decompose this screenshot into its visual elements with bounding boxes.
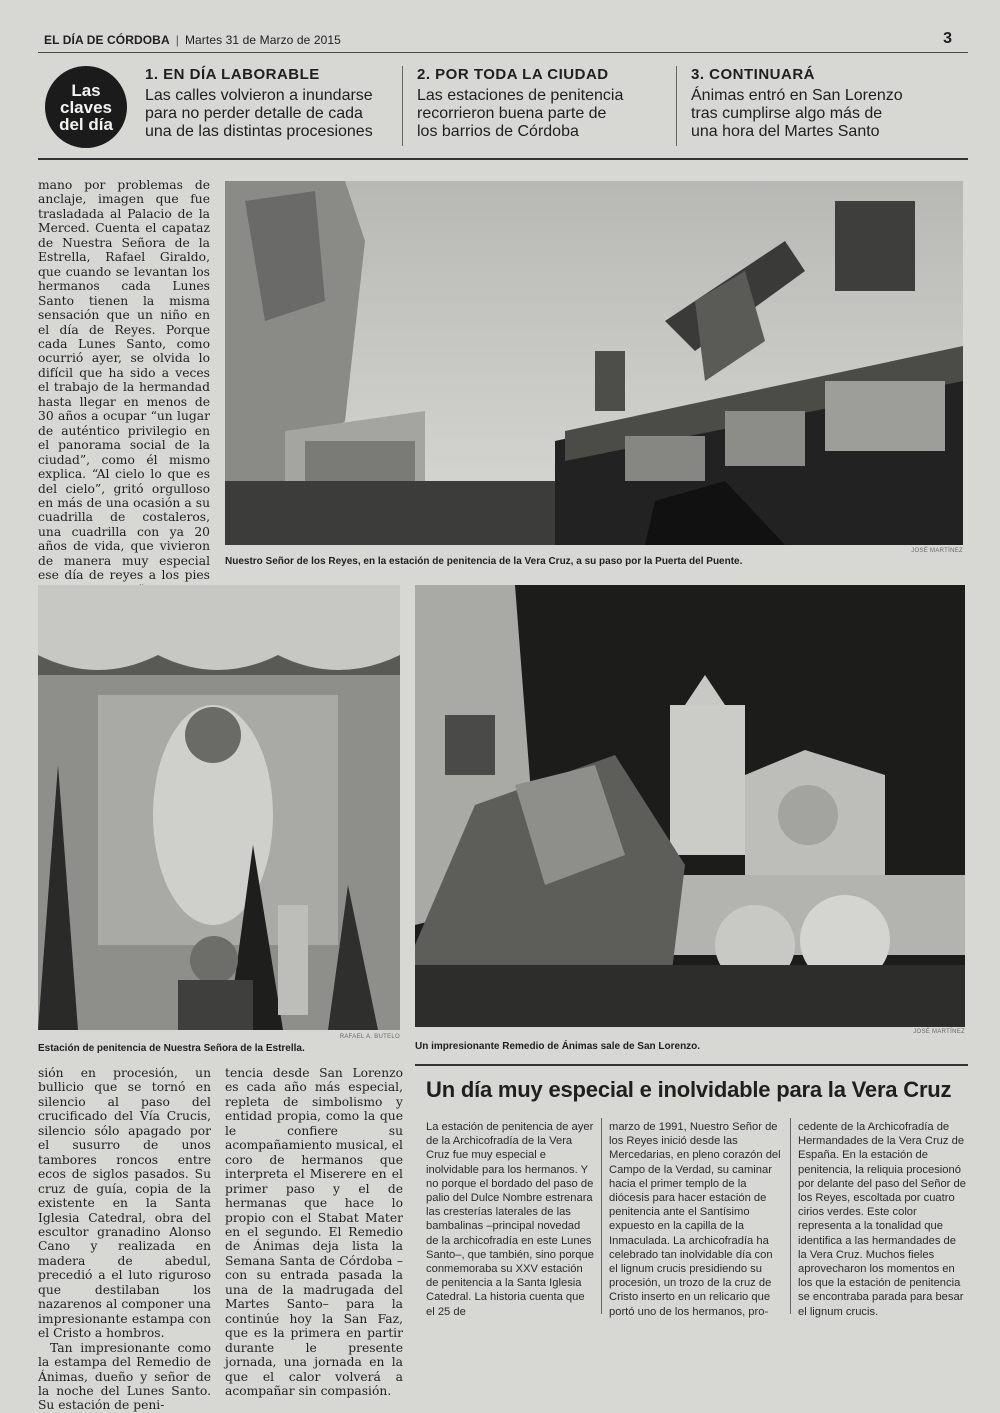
sidebar-column-3: cedente de la Archicofradía de Hermandades de la Vera Cruz de España. En la estación de penitencia, la reliquia procesionó por delante del paso del Señor de los Reyes, escoltada por cuatro cirios verdes. Este color representa a la tonalidad que identifica a las hermandades de la Vera Cruz. Muchos fieles aprovecharon los momentos en los que la estación de penitencia se encontraba parada para besar el lignum crucis. [798, 1121, 966, 1318]
photo-bottom-left [38, 585, 400, 1030]
photo-bottom-right-credit: JOSÉ MARTÍNEZ [913, 1029, 965, 1035]
clave-divider [676, 66, 677, 146]
paragraph: mano por problemas de anclaje, imagen que fue trasladada al Palacio de la Merced. Cuenta el capataz de Nuestra Señora de la Estrella, Rafael Giraldo, que cuando se levantan los hermanos cada Lunes Santo tienen la misma sensación que un niño en el día de Reyes. Porque cada Lunes Santo, como ocurrió ayer, se olvida lo difícil que ha sido a veces el trabajo de la hermandad hasta llegar en menos de 30 años a ocupar “un lugar de auténtico privilegio en el panorama social de la ciudad”, como él mismo explica. “Al cielo lo que es del cielo”, gritó orgulloso en más de una ocasión a su cuadrilla de costaleros, una cuadrilla con ya 20 años de vida, que vivieron de manera muy especial ese día de reyes a los pies [38, 178, 210, 583]
photo-bottom-right-caption: Un impresionante Remedio de Ánimas sale de San Lorenzo. [415, 1041, 701, 1052]
photo-bottom-left-image [38, 585, 400, 1030]
sidebar-column-1: La estación de penitencia de ayer de la Archicofradía de la Vera Cruz fue muy especial e inolvidable para los hermanos. Y no porque el bordado del paso de palio del Dulce Nombre estrenara las cresterías laterales de las bambalinas –principal novedad de la archicofradía en este Lunes Santo–, que también, sino porque conmemoraba su XXV estación de penitencia a la Santa Iglesia Catedral. La historia cuenta que el 25 de [426, 1121, 594, 1318]
photo-bottom-left-caption: Estación de penitencia de Nuestra Señora de la Estrella. [38, 1043, 305, 1054]
sidebar-rule [415, 1064, 968, 1066]
clave-item-3: 3. CONTINUARÁ Ánimas entró en San Lorenzo tras cumplirse algo más de una hora del Martes Santo [691, 66, 903, 140]
header-rule [38, 52, 968, 53]
photo-bottom-left-credit: RAFAEL A. BUTELO [339, 1034, 400, 1040]
photo-top-caption: Nuestro Señor de los Reyes, en la estación de penitencia de la Vera Cruz, a su paso por la Puerta del Puente. [225, 556, 743, 567]
sidebar-divider [790, 1118, 791, 1314]
photo-top-credit: JOSÉ MARTÍNEZ [911, 548, 963, 554]
page-number: 3 [943, 30, 952, 47]
claves-badge: Las claves del día [45, 66, 127, 148]
paragraph: tencia desde San Lorenzo es cada año más especial, repleta de simbolismo y entidad propia, como la que le confiere su acompañamiento musical, el coro de hermanos que interpreta el Miserere en el primer paso y el de hermanas que hace lo propio con el Stabat Mater en el segundo. El Remedio de Ánimas deja lista la Semana Santa de Córdoba –con su entrada pasada la una de la madrugada del Martes Santo– para la continúe hoy la San Faz, que es la primera en partir durante le presente jornada, una jornada en la que el calor volverá a acompañar sin compasión. [225, 1066, 403, 1398]
claves-rule [38, 158, 968, 160]
photo-bottom-right [415, 585, 965, 1027]
photo-top [225, 181, 963, 545]
issue-date: Martes 31 de Marzo de 2015 [184, 33, 341, 47]
sidebar-divider [601, 1118, 602, 1314]
sidebar-column-2: marzo de 1991, Nuestro Señor de los Reyes inició desde las Mercedarias, en pleno corazón del Campo de la Verdad, su caminar hacia el primer templo de la diócesis para hacer estación de penitencia ante el Santísimo expuesto en la capilla de la Inmaculada. La archicofradía ha celebrado tan inolvidable día con el lignum crucis presidiendo su procesión, un trozo de la cruz de Cristo inserto en un relicario que portó uno de los hermanos, pro- [609, 1121, 781, 1318]
paragraph: Tan impresionante como la estampa del Remedio de Ánimas, dueño y señor de la noche del Lunes Santo. Su estación de peni- [38, 1340, 211, 1413]
photo-top-image [225, 181, 963, 545]
paragraph: sión en procesión, un bullicio que se tornó en silencio al paso del crucificado del Vía Crucis, silencio sólo apagado por el susurro de unos tambores roncos entre ecos de siglos pasados. Su cruz de guía, copia de la existente en la Santa Iglesia Catedral, obra del escultor granadino Alonso Cano y realizada en madera de abedul, precedió a el luto riguroso que destilaban los nazarenos al componer una impresionante estampa con el Cristo a hombros. [38, 1066, 211, 1341]
newspaper-name: EL DÍA DE CÓRDOBA [44, 33, 170, 47]
photo-bottom-right-image [415, 585, 965, 1027]
page-header: EL DÍA DE CÓRDOBA | Martes 31 de Marzo de 2015 [44, 33, 341, 47]
clave-item-2: 2. POR TODA LA CIUDAD Las estaciones de penitencia recorrieron buena parte de los barrios de Córdoba [417, 66, 624, 140]
sidebar-title: Un día muy especial e inolvidable para la Vera Cruz [426, 1077, 952, 1102]
body-column-2 [38, 1066, 211, 1413]
clave-item-1: 1. EN DÍA LABORABLE Las calles volvieron a inundarse para no perder detalle de cada una de las distintas procesiones [145, 66, 373, 140]
body-column-3 [225, 1066, 403, 1398]
clave-divider [402, 66, 403, 146]
